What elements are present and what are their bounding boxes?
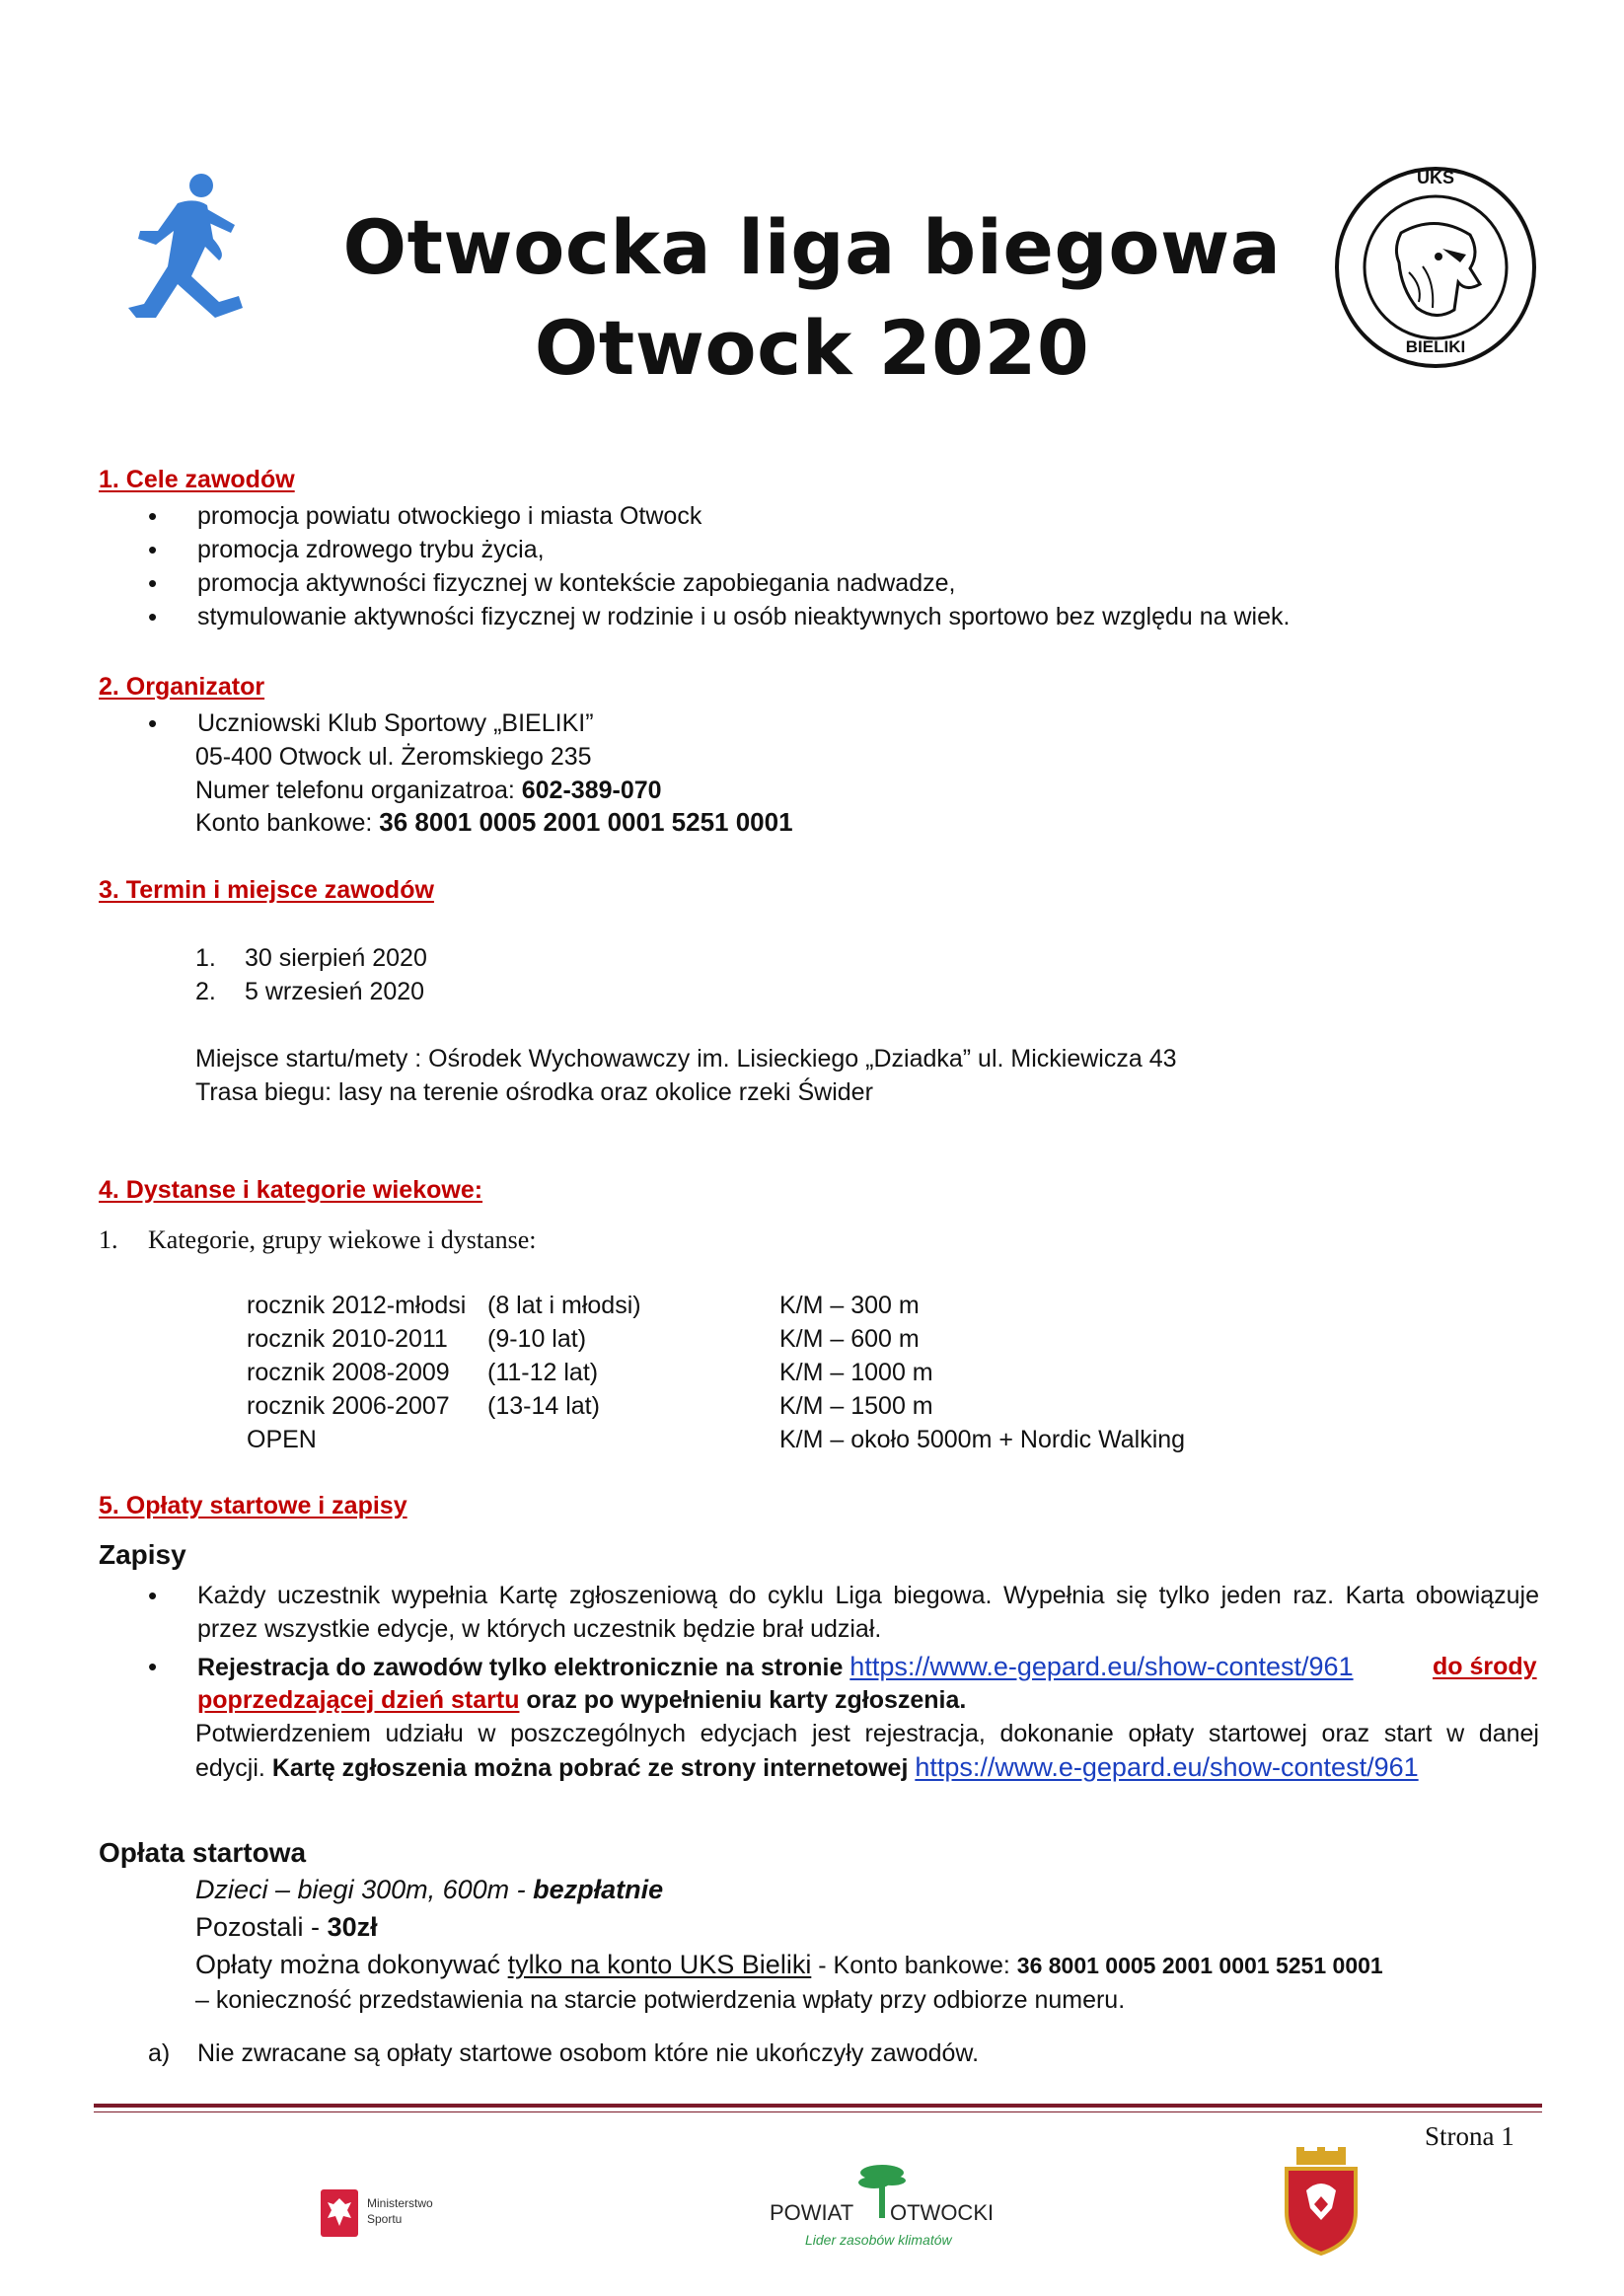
payment-info [195,1948,1383,1982]
category-distance: K/M – około 5000m + Nordic Walking [779,1426,1186,1453]
fee-children-free: bezpłatnie [533,1875,664,1904]
fee-others-text: Pozostali - [195,1912,328,1942]
date-text: 30 sierpień 2020 [245,944,427,972]
goal-item: stymulowanie aktywności fizycznej w rodzinie i u osób nieaktywnych sportowo bez względu na wiek. [197,603,1291,630]
category-year: rocznik 2010-2011 [247,1325,448,1353]
deadline-part2: poprzedzającej dzień startu [197,1686,520,1714]
category-age: (13-14 lat) [487,1392,600,1420]
registration-text: Rejestracja do zawodów tylko elektronicznie na stronie [197,1654,850,1681]
bullet: • [148,535,158,564]
fee-others [195,1910,378,1944]
note-num: a) [148,2039,171,2067]
categories-intro: Kategorie, grupy wiekowe i dystanse: [148,1225,537,1254]
confirmation-line2 [195,1750,1419,1785]
logo-bottom-text: BIELIKI [1405,337,1466,356]
logo-top-text: UKS [1416,168,1454,187]
registration-card-line1: Każdy uczestnik wypełnia Kartę zgłoszeniową do cyklu Liga biegowa. Wypełnia się tylko jeden raz. Karta obowiązuje [197,1582,1539,1609]
bank-number: 36 8001 0005 2001 0001 5251 0001 [379,807,793,837]
polish-eagle-icon [320,2188,359,2238]
page-number: Strona 1 [1425,2121,1514,2151]
section-2-heading: 2. Organizator [99,673,265,701]
bank-label: Konto bankowe: [195,809,380,837]
section-5-heading: 5. Opłaty startowe i zapisy [99,1492,407,1519]
fee-children-text: Dzieci – biegi 300m, 600m - [195,1875,534,1904]
powiat-logo [766,2159,1002,2258]
category-age: (8 lat i młodsi) [487,1292,641,1319]
footer-divider [94,2104,1542,2108]
category-distance: K/M – 600 m [779,1325,920,1353]
goal-item: promocja powiatu otwockiego i miasta Otwock [197,502,702,530]
zapisy-heading: Zapisy [99,1539,186,1570]
page-title-line2: Otwock 2020 [534,304,1090,392]
uks-bieliki-logo [1332,164,1539,371]
fee-heading: Opłata startowa [99,1837,307,1868]
payment-note: – konieczność przedstawienia na starcie potwierdzenia wpłaty przy odbiorze numeru. [195,1986,1126,2014]
bullet: • [148,568,158,598]
ministry-line1: Ministerstwo [367,2196,433,2210]
powiat-right-text: OTWOCKI [890,2200,995,2225]
bullet: • [148,708,158,738]
payment-bank-label: - Konto bankowe: [811,1952,1017,1979]
category-year: rocznik 2012-młodsi [247,1292,467,1319]
organizer-name: Uczniowski Klub Sportowy „BIELIKI” [197,709,594,737]
payment-bank-number: 36 8001 0005 2001 0001 5251 0001 [1016,1953,1383,1978]
confirmation-edition: edycji. [195,1754,272,1782]
section-1-heading: 1. Cele zawodów [99,466,295,493]
registration-link[interactable]: https://www.e-gepard.eu/show-contest/961 [849,1652,1354,1681]
payment-account-note: tylko na konto UKS Bieliki [507,1950,812,1979]
powiat-left-text: POWIAT [770,2200,854,2225]
category-year: rocznik 2006-2007 [247,1392,450,1420]
category-year: OPEN [247,1426,317,1453]
bullet: • [148,1652,158,1681]
registration-text-end: oraz po wypełnieniu karty zgłoszenia. [519,1686,967,1714]
fee-others-amount: 30zł [327,1912,378,1942]
category-distance: K/M – 300 m [779,1292,920,1319]
powiat-slogan: Lider zasobów klimatów [805,2232,952,2248]
start-place: Miejsce startu/mety : Ośrodek Wychowawczy im. Lisieckiego „Dziadka” ul. Mickiewicza 43 [195,1045,1177,1073]
organizer-address: 05-400 Otwock ul. Żeromskiego 235 [195,743,592,771]
category-age: (9-10 lat) [487,1325,587,1353]
fee-children [195,1873,663,1906]
bullet: • [148,602,158,631]
footer-divider-thin [94,2111,1542,2112]
deadline-part1: do środy [1433,1653,1537,1680]
category-distance: K/M – 1500 m [779,1392,933,1420]
organizer-phone [195,774,662,807]
card-download-text: Kartę zgłoszenia można pobrać ze strony internetowej [271,1754,916,1782]
note-text: Nie zwracane są opłaty startowe osobom które nie ukończyły zawodów. [197,2039,980,2067]
date-text: 5 wrzesień 2020 [245,978,425,1005]
phone-label: Numer telefonu organizatroa: [195,777,522,804]
registration-online-line2 [197,1683,966,1717]
payment-text: Opłaty można dokonywać [195,1950,508,1979]
organizer-bank [195,805,793,840]
phone-number: 602-389-070 [521,777,662,804]
date-num: 1. [195,944,216,972]
coat-of-arms-icon [1283,2147,1360,2256]
registration-online [197,1650,1354,1684]
category-year: rocznik 2008-2009 [247,1359,450,1386]
bullet: • [148,1581,158,1610]
ministry-line2: Sportu [367,2212,403,2226]
category-distance: K/M – 1000 m [779,1359,933,1386]
confirmation-line1: Potwierdzeniem udziału w poszczególnych edycjach jest rejestracja, dokonanie opłaty startowej oraz start w danej [195,1720,1539,1747]
bullet: • [148,501,158,531]
goal-item: promocja aktywności fizycznej w kontekście zapobiegania nadwadze, [197,569,956,597]
page-title-line1: Otwocka liga biegowa [342,203,1282,291]
registration-card-line2: przez wszystkie edycje, w których uczestnik będzie brał udział. [197,1615,882,1643]
ministry-logo [320,2188,458,2238]
route: Trasa biegu: lasy na terenie ośrodka oraz okolice rzeki Świder [195,1078,873,1106]
section-4-heading: 4. Dystanse i kategorie wiekowe: [99,1176,483,1204]
card-download-link[interactable]: https://www.e-gepard.eu/show-contest/961 [915,1752,1419,1782]
goal-item: promocja zdrowego trybu życia, [197,536,545,563]
category-age: (11-12 lat) [487,1359,599,1386]
categories-num: 1. [99,1225,118,1254]
section-3-heading: 3. Termin i miejsce zawodów [99,876,434,904]
date-num: 2. [195,978,216,1005]
